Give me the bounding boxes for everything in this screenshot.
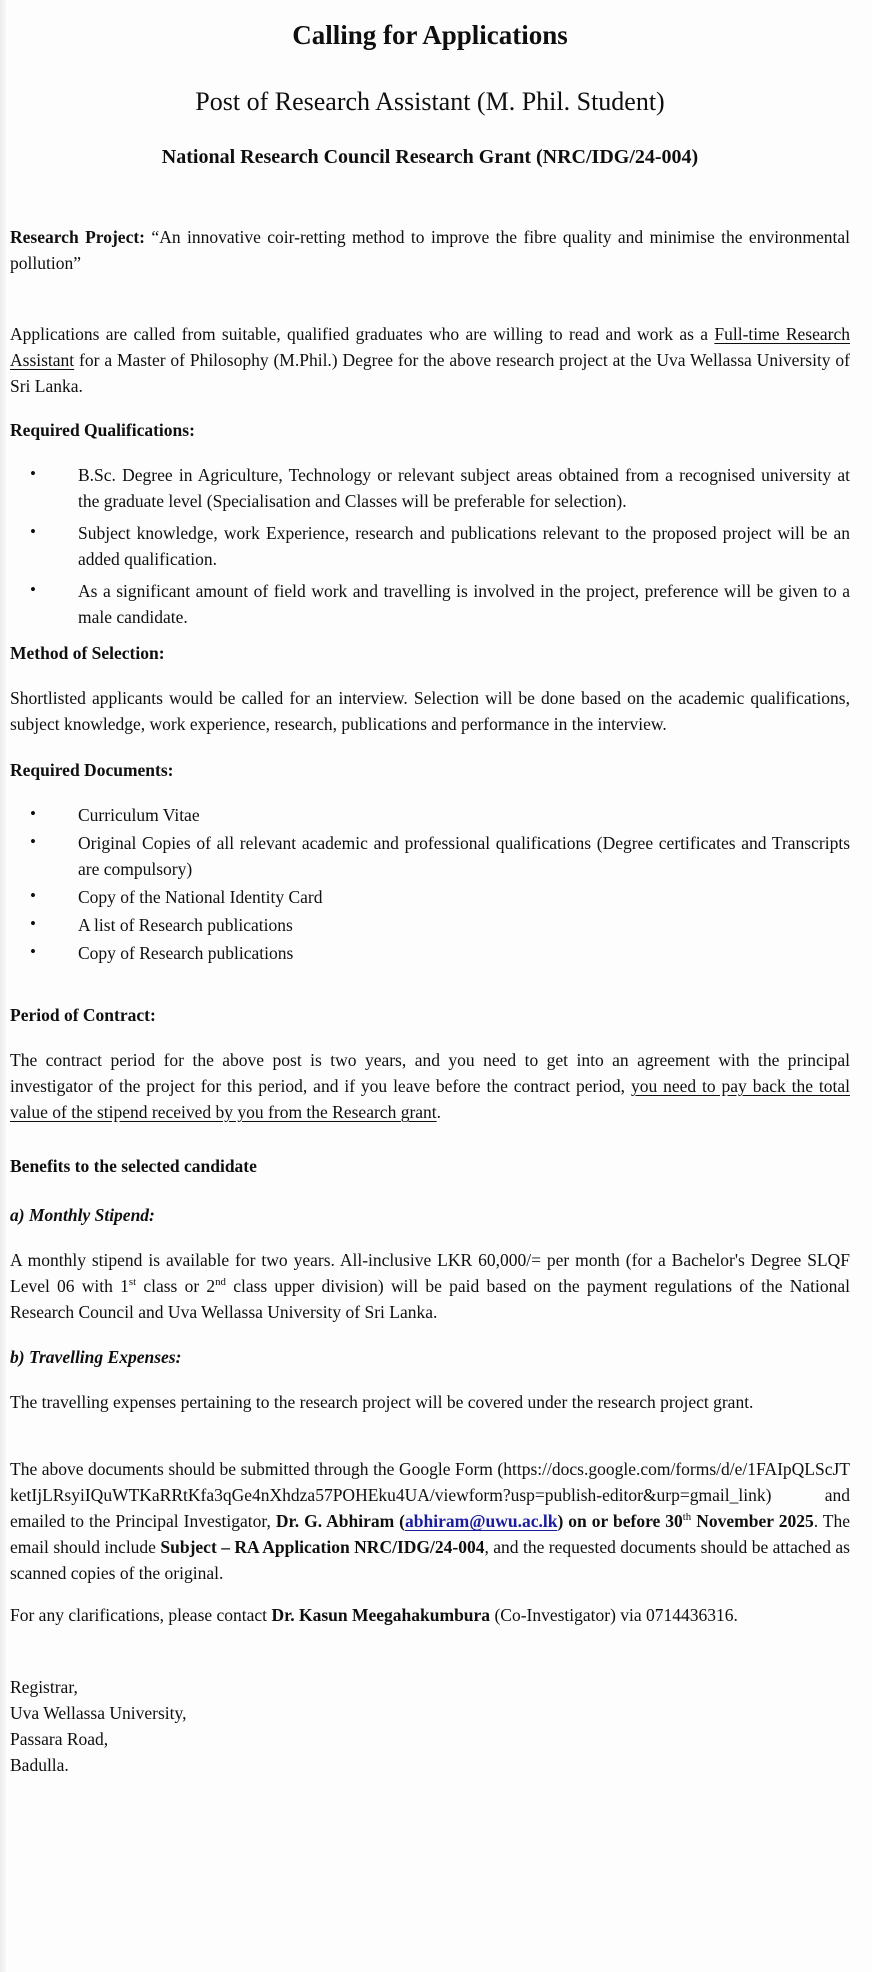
submission-text-run3: . The email should include	[10, 1511, 850, 1557]
submission-paragraph	[10, 1456, 850, 1586]
required-documents-heading: Required Documents:	[10, 760, 174, 780]
deadline-bold-run1: ) on or before 30	[557, 1511, 683, 1531]
list-item: • Subject knowledge, work Experience, research and publications relevant to the proposed project will be an added qualification.	[10, 520, 850, 572]
google-form-url: https://docs.google.com/forms/d/e/1FAIpQLScJTketIjLRsyiIQuWTKaRRtKfa3qGe4nXhdza57POHEku4UA/viewform?usp=publish-editor&urp=gmail_link	[10, 1459, 850, 1505]
monthly-stipend-paragraph	[10, 1247, 850, 1325]
post-title: Post of Research Assistant (M. Phil. Student)	[195, 87, 665, 116]
stipend-text-run3: class upper division) will be paid based on the payment regulations of the National Research Council and Uva Wellassa University of Sri Lanka.	[10, 1276, 850, 1322]
signature-line: Passara Road,	[10, 1729, 109, 1749]
clarification-text-run1: For any clarifications, please contact	[10, 1605, 272, 1625]
benefits-heading: Benefits to the selected candidate	[10, 1156, 257, 1176]
page-title: Calling for Applications	[292, 20, 568, 50]
signature-line: Uva Wellassa University,	[10, 1703, 187, 1723]
list-item: • Copy of the National Identity Card	[10, 884, 850, 910]
co-investigator-name-bold: Dr. Kasun Meegahakumbura	[271, 1605, 491, 1625]
deadline-bold-run2: November 2025	[691, 1511, 814, 1531]
required-qualifications-list	[10, 462, 850, 630]
intro-paragraph	[10, 321, 850, 399]
intro-text-run1: Applications are called from suitable, qualified graduates who are willing to read and work as a	[10, 324, 715, 344]
method-of-selection-paragraph: Shortlisted applicants would be called for an interview. Selection will be done based on the academic qualifications, subject knowledge, work experience, research, publications and performance in the interview.	[10, 688, 850, 734]
fulltime-underlined-run: Full-time Research Assistant	[10, 324, 850, 370]
travelling-expenses-paragraph: The travelling expenses pertaining to the research project will be covered under the research project grant.	[10, 1392, 754, 1412]
required-qualifications-heading: Required Qualifications:	[10, 420, 195, 440]
contract-text-run2: .	[436, 1102, 442, 1122]
signature-block	[10, 1674, 850, 1778]
required-documents-list	[10, 802, 850, 966]
superscript-st: st	[128, 1276, 137, 1289]
contract-text-run1: The contract period for the above post is two years, and you need to get into an agreement with the principal investigator of the project for this period, and if you leave before the contract period,	[10, 1050, 850, 1096]
research-project-label: Research Project:	[10, 227, 152, 247]
superscript-nd: nd	[215, 1276, 226, 1289]
research-project-text: “An innovative coir-retting method to improve the fibre quality and minimise the environmental pollution”	[10, 227, 851, 273]
submission-text-run1: The above documents should be submitted through the Google Form (	[10, 1459, 504, 1479]
submission-text-run4: , and the requested documents should be attached as scanned copies of the original.	[10, 1537, 850, 1583]
signature-line: Registrar,	[10, 1677, 78, 1697]
clarification-text-run2: (Co-Investigator) via 0714436316.	[490, 1605, 738, 1625]
travelling-expenses-heading: b) Travelling Expenses:	[10, 1347, 182, 1367]
payback-underlined-run: you need to pay back the total value of the stipend received by you from the Research grant	[10, 1076, 851, 1122]
list-item: • Copy of Research publications	[10, 940, 850, 966]
monthly-stipend-heading: a) Monthly Stipend:	[10, 1205, 155, 1225]
intro-text-run2: for a Master of Philosophy (M.Phil.) Degree for the above research project at the Uva Wellassa University of Sri Lanka.	[10, 350, 850, 396]
clarifications-paragraph	[10, 1602, 850, 1628]
list-item: • Original Copies of all relevant academic and professional qualifications (Degree certificates and Transcripts are compulsory)	[10, 830, 850, 882]
superscript-th: th	[682, 1511, 692, 1524]
grant-title: National Research Council Research Grant (NRC/IDG/24-004)	[161, 146, 699, 168]
signature-line: Badulla.	[10, 1755, 69, 1775]
list-item: • B.Sc. Degree in Agriculture, Technology or relevant subject areas obtained from a recognised university at the graduate level (Specialisation and Classes will be preferable for selection).	[10, 462, 850, 514]
period-of-contract-paragraph	[10, 1047, 850, 1125]
email-link[interactable]: abhiram@uwu.ac.lk	[405, 1511, 558, 1531]
method-of-selection-heading: Method of Selection:	[10, 643, 165, 663]
period-of-contract-heading: Period of Contract:	[10, 1005, 156, 1025]
stipend-text-run2: class or 2	[136, 1276, 216, 1296]
submission-text-run2: ) and emailed to the Principal Investigator,	[10, 1485, 850, 1531]
investigator-name-bold: Dr. G. Abhiram (	[275, 1511, 406, 1531]
scan-edge-artifact	[0, 0, 6, 1972]
email-subject-bold: Subject – RA Application NRC/IDG/24-004	[160, 1537, 485, 1557]
list-item: • As a significant amount of field work and travelling is involved in the project, preference will be given to a male candidate.	[10, 578, 850, 630]
research-project-paragraph	[10, 224, 850, 276]
list-item: • A list of Research publications	[10, 912, 850, 938]
list-item: • Curriculum Vitae	[10, 802, 850, 828]
stipend-text-run1: A monthly stipend is available for two years. All-inclusive LKR 60,000/= per month (for a Bachelor's Degree SLQF Level 06 with 1	[10, 1250, 850, 1296]
